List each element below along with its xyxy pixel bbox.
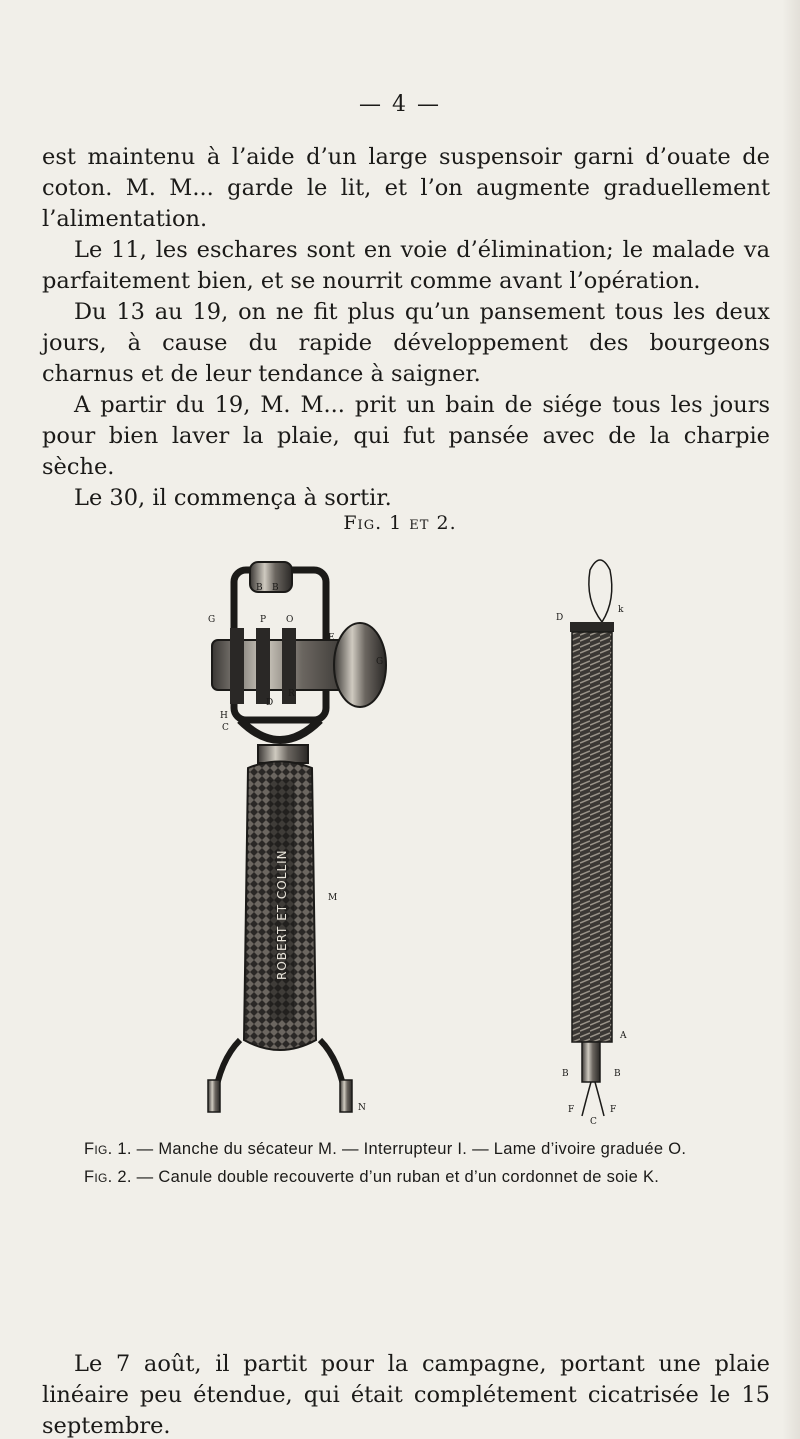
- caption-label: Fig. 1.: [84, 1140, 132, 1158]
- letter-label: B: [562, 1069, 569, 1079]
- letter-label: B: [256, 583, 263, 593]
- foot-tip: [208, 1080, 220, 1112]
- collar: [258, 745, 308, 763]
- figure-illustration: [190, 540, 650, 1130]
- ribbon-wrapped-tube: [572, 632, 612, 1042]
- paragraph: Du 13 au 19, on ne fit plus qu’un pansement tous les deux jours, à cause du rapide développement des bourgeons charnus et de leur tendance à saigner.: [42, 299, 770, 387]
- body-text-top: [42, 142, 770, 514]
- paragraph: Le 30, il commença à sortir.: [74, 485, 392, 511]
- letter-label: D: [266, 698, 274, 708]
- letter-label: G: [208, 615, 216, 625]
- letter-label: B: [614, 1069, 621, 1079]
- letter-label: D: [556, 613, 564, 623]
- body-text-bottom: [42, 1349, 770, 1439]
- letter-label: B: [272, 583, 279, 593]
- cannula-tip: [582, 1042, 600, 1082]
- paragraph: A partir du 19, M. M... prit un bain de siége tous les jours pour bien laver la plaie, qui fut pansée avec de la charpie sèche.: [42, 392, 770, 480]
- page-number: — 4 —: [359, 92, 441, 117]
- caption-label: Fig. 2.: [84, 1168, 132, 1186]
- letter-label: R: [288, 689, 295, 699]
- handle-inscription: ROBERT ET COLLIN: [275, 849, 289, 980]
- paragraph: est maintenu à l’aide d’un large suspensoir garni d’ouate de coton. M. M... garde le lit, et l’on augmente graduellement l’alimentation.: [42, 144, 770, 232]
- letter-label: M: [328, 893, 338, 903]
- letter-label: O: [286, 615, 294, 625]
- tip-end: [582, 1082, 591, 1116]
- figure-caption-1: [84, 1140, 800, 1159]
- caption-text: — Manche du sécateur M. — Interrupteur I. — Lame d’ivoire graduée O.: [136, 1140, 687, 1158]
- letter-label: F: [610, 1105, 617, 1115]
- letter-label: F: [568, 1105, 575, 1115]
- letter-label: A: [620, 1031, 627, 1041]
- letter-label: G: [376, 657, 384, 667]
- letter-label: N: [358, 1103, 366, 1113]
- letter-label: E: [328, 633, 335, 643]
- figure-title: Fig. 1 et 2.: [343, 512, 457, 534]
- paragraph: Le 11, les eschares sont en voie d’élimination; le malade va parfaitement bien, et se nourrit comme avant l’opération.: [42, 237, 770, 294]
- paragraph: Le 7 août, il partit pour la campagne, portant une plaie linéaire peu étendue, qui était complétement cicatrisée le 15 septembre.: [42, 1351, 770, 1439]
- letter-label: C: [590, 1117, 597, 1127]
- letter-label: C: [222, 723, 229, 733]
- figure-1-secateur: [208, 562, 386, 1113]
- cannula-cap: [570, 622, 614, 632]
- letter-label: P: [260, 615, 267, 625]
- engraving-illustration: [190, 540, 650, 1130]
- page-edge-shadow: [782, 0, 800, 1439]
- letter-label: H: [220, 711, 228, 721]
- figure-2-cannula: [556, 560, 627, 1127]
- foot-tip: [340, 1080, 352, 1112]
- figure-caption-2: [84, 1168, 800, 1187]
- spool-ring: [256, 628, 270, 704]
- letter-label: k: [618, 605, 624, 615]
- tip-end: [595, 1082, 604, 1116]
- caption-text: — Canule double recouverte d’un ruban et d’un cordonnet de soie K.: [136, 1168, 660, 1186]
- spool-ring: [230, 628, 244, 704]
- silk-cord-loop: [589, 560, 612, 622]
